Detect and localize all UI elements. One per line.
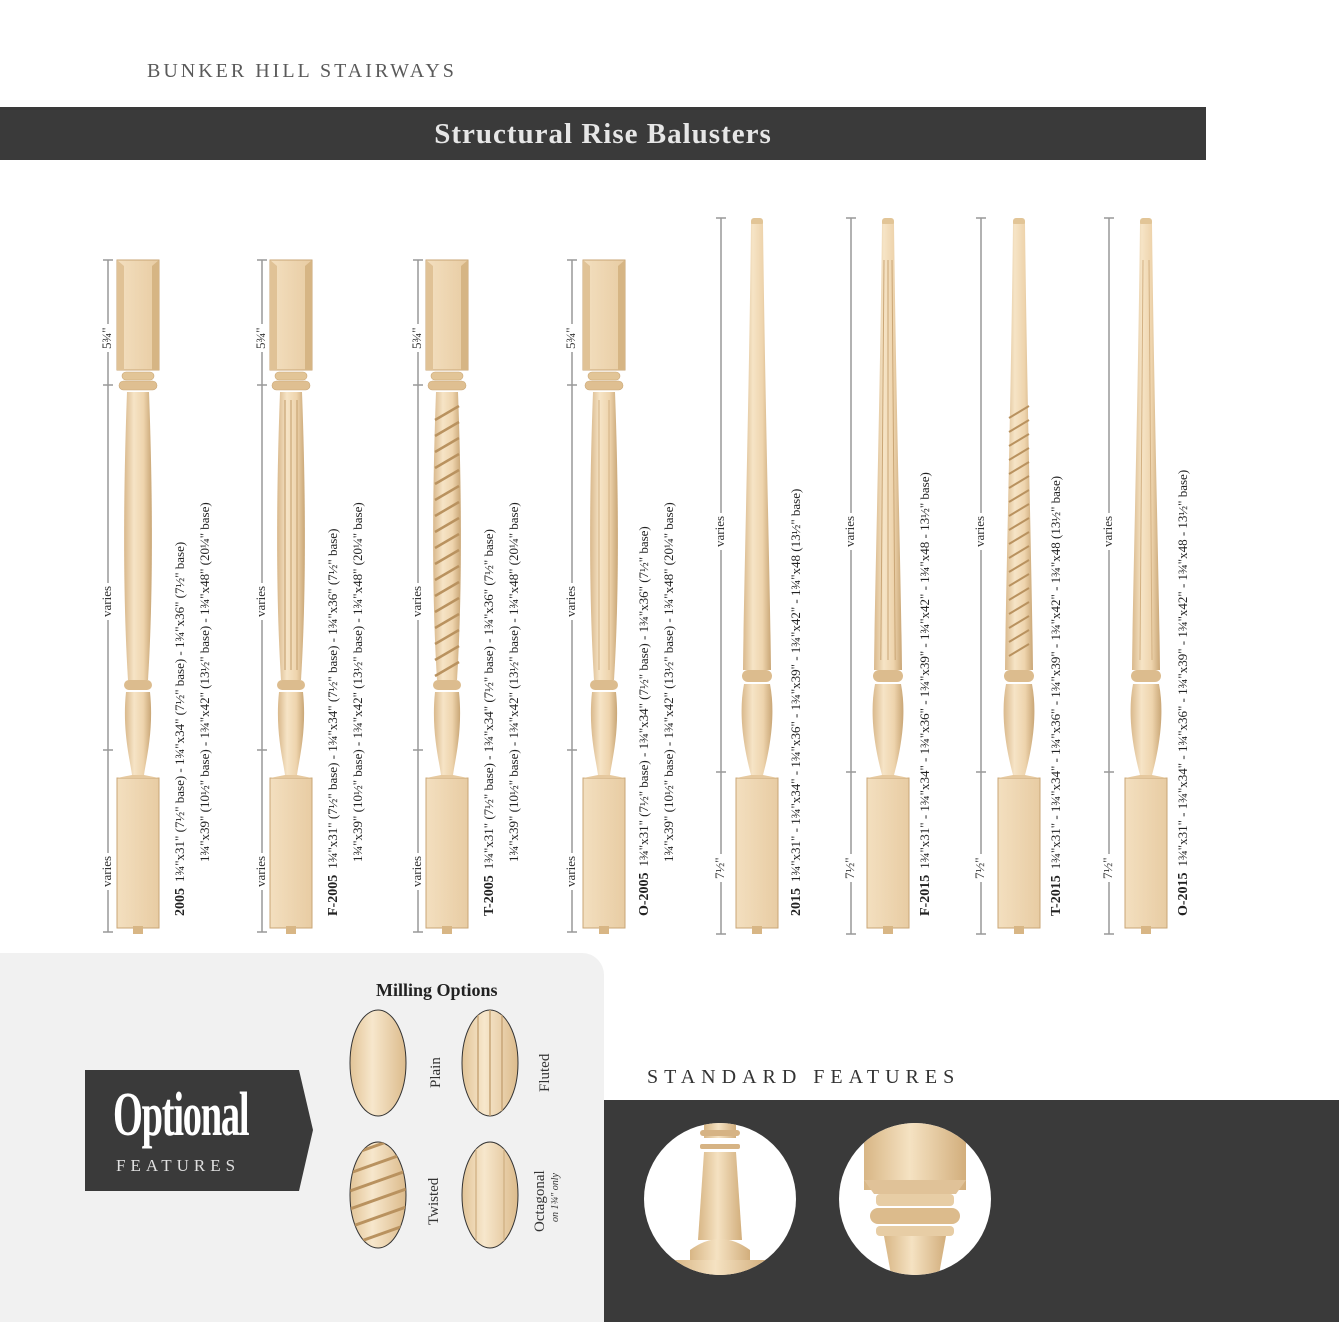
optional-subtitle: FEATURES <box>116 1156 241 1175</box>
baluster-spec-line2: 1¾"x39" (10½" base) - 1¾"x42" (13½" base) - 1¾"x48" (20¼" base) <box>661 502 676 862</box>
baluster-spec-line1 <box>325 529 342 916</box>
dim-bottom-label: 7½" <box>1100 854 1116 882</box>
baluster-spec-line1 <box>1048 476 1065 916</box>
baluster-code: 2005 <box>173 888 188 916</box>
dim-middle-label: varies <box>253 583 269 620</box>
dim-middle-label: varies <box>972 513 988 550</box>
baluster-sizes: 1¾"x31" (7½" base) - 1¾"x34" (7½" base) - 1¾"x36" (7½" base) <box>325 528 340 869</box>
baluster-code: O-2015 <box>1176 872 1191 916</box>
dim-top-label: 5¾" <box>253 324 269 352</box>
milling-label-fluted: Fluted <box>537 1053 553 1092</box>
dim-bottom-label: varies <box>409 853 425 890</box>
baluster-spec-line2: 1¾"x39" (10½" base) - 1¾"x42" (13½" base) - 1¾"x48" (20¼" base) <box>350 502 365 862</box>
baluster-spec-line1 <box>636 526 653 916</box>
dim-middle-label: varies <box>99 583 115 620</box>
baluster-sizes: 1¾"x31" (7½" base) - 1¾"x34" (7½" base) - 1¾"x36" (7½" base) <box>481 529 496 870</box>
dim-middle-label: varies <box>842 513 858 550</box>
baluster-spec-line1 <box>172 542 189 916</box>
baluster-sizes: 1¾"x31" - 1¾"x34" - 1¾"x36" - 1¾"x39" - 1¾"x42" - 1¾"x48 (13½" base) <box>788 488 803 882</box>
dim-middle-label: varies <box>409 583 425 620</box>
dim-top-label: 5¾" <box>99 324 115 352</box>
standard-features-images <box>604 1100 1339 1322</box>
milling-options-title: Milling Options <box>376 980 498 1000</box>
brand-name: BUNKER HILL STAIRWAYS <box>147 60 457 82</box>
baluster-spec-line1 <box>788 489 805 916</box>
baluster-sizes: 1¾"x31" - 1¾"x34" - 1¾"x36" - 1¾"x39" - 1¾"x42" - 1¾"x48 (13½" base) <box>1048 475 1063 870</box>
optional-word: Optional <box>113 1081 249 1149</box>
baluster-t-2015 <box>976 218 1040 934</box>
baluster-code: O-2005 <box>637 872 652 916</box>
baluster-catalog <box>0 200 1339 950</box>
title-bar <box>0 107 1206 160</box>
fluted-swatch <box>462 1005 518 1125</box>
standard-features-heading: STANDARD FEATURES <box>647 1066 961 1088</box>
baluster-code: T-2015 <box>1049 875 1064 916</box>
vase-detail-image <box>644 1120 796 1320</box>
dim-middle-label: varies <box>712 513 728 550</box>
baluster-o-2015 <box>1104 218 1167 934</box>
milling-label-twisted: Twisted <box>426 1177 442 1225</box>
baluster-sizes: 1¾"x31" - 1¾"x34" - 1¾"x36" - 1¾"x39" - 1¾"x42" - 1¾"x48 - 13½" base) <box>1175 469 1190 867</box>
baluster-sizes: 1¾"x31" (7½" base) - 1¾"x34" (7½" base) - 1¾"x36" (7½" base) <box>636 526 651 867</box>
baluster-code: F-2005 <box>326 874 341 916</box>
baluster-spec-line1 <box>481 529 498 916</box>
dim-bottom-label: 7½" <box>842 854 858 882</box>
milling-label-octagonal: Octagonal <box>532 1170 548 1232</box>
collar-detail-image <box>839 1120 991 1280</box>
baluster-sizes: 1¾"x31" (7½" base) - 1¾"x34" (7½" base) - 1¾"x36" (7½" base) <box>172 541 187 882</box>
baluster-code: F-2015 <box>918 874 933 916</box>
dim-bottom-label: varies <box>253 853 269 890</box>
page-title: Structural Rise Balusters <box>434 118 772 150</box>
octagonal-swatch <box>462 1135 518 1255</box>
baluster-spec-line2: 1¾"x39" (10½" base) - 1¾"x42" (13½" base) - 1¾"x48" (20¼" base) <box>506 502 521 862</box>
dim-top-label: 5¾" <box>409 324 425 352</box>
dim-middle-label: varies <box>563 583 579 620</box>
dim-bottom-label: 7½" <box>712 854 728 882</box>
dim-bottom-label: varies <box>563 853 579 890</box>
twisted-swatch <box>350 1135 406 1263</box>
baluster-2015 <box>716 218 778 934</box>
baluster-f-2015 <box>846 218 909 934</box>
baluster-code: T-2005 <box>482 875 497 916</box>
dim-bottom-label: 7½" <box>972 854 988 882</box>
dim-bottom-label: varies <box>99 853 115 890</box>
baluster-code: 2015 <box>789 888 804 916</box>
dim-middle-label: varies <box>1100 513 1116 550</box>
plain-swatch <box>350 1010 406 1116</box>
dim-top-label: 5¾" <box>563 324 579 352</box>
baluster-spec-line2: 1¾"x39" (10½" base) - 1¾"x42" (13½" base) - 1¾"x48" (20¼" base) <box>197 502 212 862</box>
baluster-sizes: 1¾"x31" - 1¾"x34" - 1¾"x36" - 1¾"x39" - 1¾"x42" - 1¾"x48 - 13½" base) <box>917 472 932 869</box>
milling-note-octagonal: on 1¾" only <box>550 1173 561 1222</box>
milling-label-plain: Plain <box>428 1057 444 1088</box>
baluster-spec-line1 <box>917 472 934 916</box>
baluster-spec-line1 <box>1175 470 1192 916</box>
